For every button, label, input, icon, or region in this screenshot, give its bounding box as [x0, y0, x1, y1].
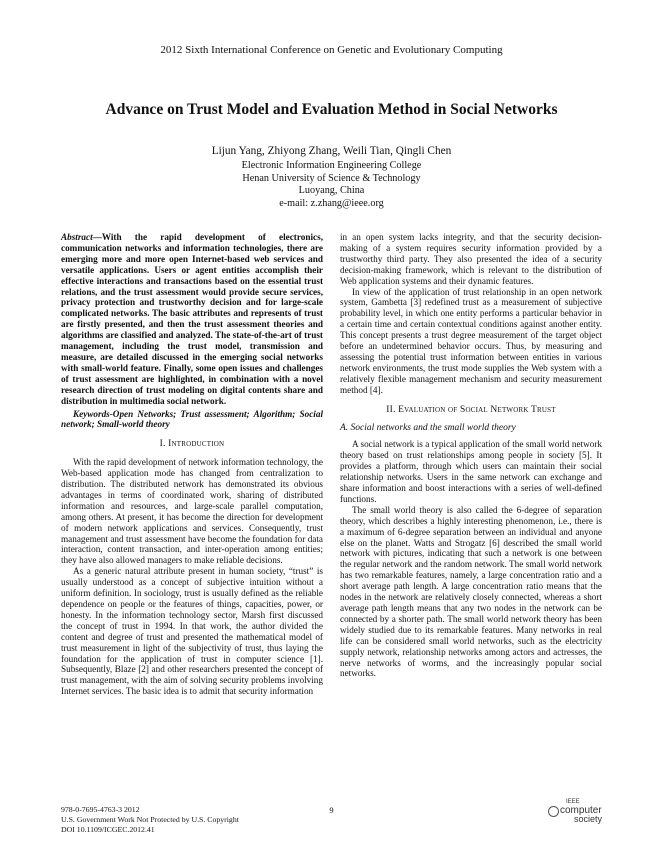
section-heading-evaluation: II. Evaluation of Social Network Trust [386, 404, 556, 415]
keywords: Keywords-Open Networks; Trust assessment; Algorithm; Social network; Small-world theory [61, 408, 323, 430]
paragraph-small-world: The small world theory is also called the 6-degree of separation theory, which describes a highly interesting phenomenon, i.e., there is a maximum of 6-degree separation between an individual and anyone else on the planet. Watts and Strogatz [6] described the small world network with pictures, indicating that such a network is one between the regular network and the random network. The small world network has two remarkable features, namely, a large concentration ratio and a short average path length. A large concentration ratio means that the nodes in the network are relatively closely connected, whereas a short average path length means that any two nodes in the network can be connected by a shorter path. The small world network theory has been widely studied due to its remarkable features. Many networks in real life can be considered small world networks, such as the electricity supply network, relationship networks among actors and actresses, the nerve networks of worms, and the increasingly popular social networks. [340, 504, 602, 679]
affiliation-block [0, 160, 663, 210]
affiliation-college: Electronic Information Engineering College [241, 160, 422, 171]
logo-society-text: society [574, 814, 603, 824]
paper-title: Advance on Trust Model and Evaluation Method in Social Networks [105, 101, 558, 118]
conference-header: 2012 Sixth International Conference on Genetic and Evolutionary Computing [160, 44, 503, 56]
abstract-text: With the rapid development of electronics, communication networks and information technologies, there are emerging more and more open Internet-based web services and versatile applications. Users or agent entities accomplish their effective interactions and transactions based on the essential trust relations, and the trust assessment would provide secure services, privacy protection and trustworthy decision and for large-scale complicated networks. The basic attributes and represents of trust are firstly presented, and then the trust assessment theories and algorithms are classified and analyzed. The state-of-the-art of trust management, including the trust model, transmission and measure, are detailed discussed in the emerging social networks with small-world feature. Finally, some open issues and challenges of trust assessment are highlighted, in combination with a novel research direction of trust modeling on digital contents share and distribution in multimedia social network. [61, 232, 323, 406]
globe-icon [548, 806, 559, 817]
logo-computer-text: computer [560, 805, 602, 816]
left-column [61, 232, 323, 697]
abstract-lead: Abstract— [61, 232, 102, 242]
page-number: 9 [329, 805, 334, 815]
abstract [61, 232, 323, 407]
right-column [340, 232, 602, 679]
footer-isbn: 978-0-7695-4763-3 2012 [61, 805, 140, 814]
affiliation-location: Luoyang, China [298, 185, 365, 196]
intro-paragraph-1: With the rapid development of network information technology, the Web-based application mode has changed from centralization to distribution. The distributed network has demonstrated its obvious advantages in terms of coordinated work, sharing of distributed information and resources, and large-scale parallel computation, among others. At present, it has become the direction for development of modern network applications and services. Consequently, trust management and trust assessment have become the foundation for data interaction, content transaction, and inter-operation among entities; they have also allowed managers to make reliable decisions. [61, 457, 323, 566]
subsection-heading-small-world: A. Social networks and the small world theory [340, 422, 516, 433]
logo-ieee-text: IEEE [566, 799, 580, 805]
affiliation-university: Henan University of Science & Technology [242, 172, 421, 184]
continued-paragraph: in an open system lacks integrity, and that the security decision-making of a system requires security information provided by a trustworthy third party. They also presented the idea of a security decision-making framework, which is relevant to the distribution of Web application systems and their dynamic features. [340, 232, 602, 286]
intro-paragraph-2: As a generic natural attribute present in human society, “trust” is usually understood as a concept of subjective intuition without a uniform definition. In sociology, trust is usually defined as the reliable dependence on people or the features of things, capacities, power, or honesty. In the information technology sector, Marsh first discussed the concept of trust in 1994. In that work, the author divided the content and degree of trust and presented the mathematical model of trust measurement in light of the subjectivity of trust, thus laying the foundation for the application of trust in computer science [1]. Subsequently, Blaze [2] and other researchers presented the concept of trust management, with the aim of solving security problems involving Internet services. The basic idea is to admit that security information [61, 566, 323, 697]
paragraph-social-network: A social network is a typical application of the small world network theory based on trust relationships among people in society [5]. It provides a platform, through which users can maintain their social relationship networks. Users in the same network can exchange and share information and boost interactions with a series of well-defined functions. [340, 439, 602, 504]
footer-doi: DOI 10.1109/ICGEC.2012.41 [61, 825, 155, 834]
affiliation-email: e-mail: z.zhang@ieee.org [279, 197, 384, 209]
computer-society-logo [548, 799, 628, 825]
author-list: Lijun Yang, Zhiyong Zhang, Weili Tian, Qingli Chen [211, 145, 452, 157]
paragraph-gambetta: In view of the application of trust relationship in an open network system, Gambetta [3] redefined trust as a measurement of subjective probability level, in which one entity performs a particular behavior in a certain time and certain contextual conditions against another entity. This concept presents a trust degree measurement of the target object before an undetermined behavior occurs. Thus, by measuring and assessing the potential trust information between entities in various network environments, the trust mode supplies the Web system with a relatively flexible management mechanism and security measurement method [4]. [340, 286, 602, 395]
footer-copyright: U.S. Government Work Not Protected by U.S. Copyright [61, 815, 239, 824]
section-heading-introduction: I. Introduction [159, 439, 225, 450]
